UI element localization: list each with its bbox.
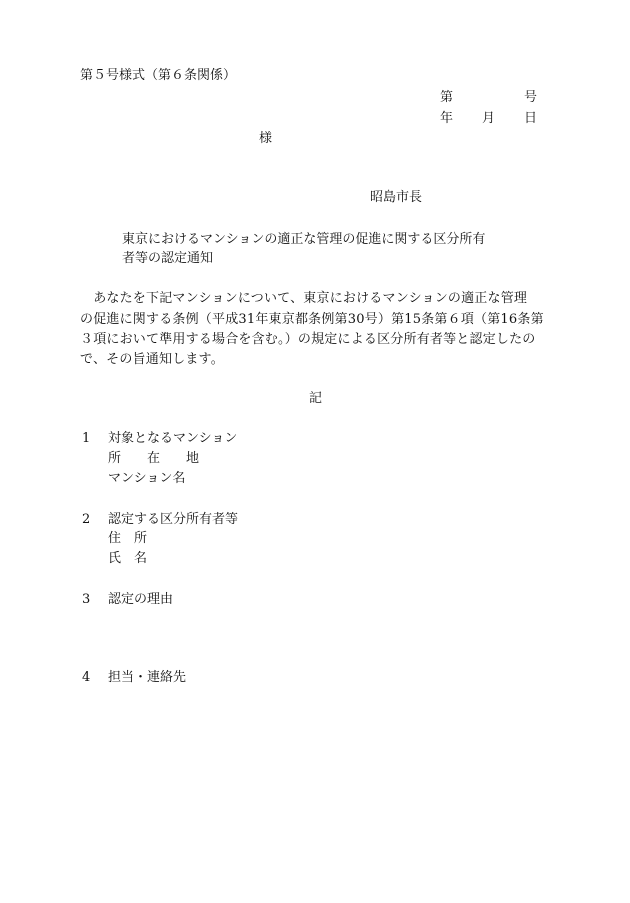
title-line-2: 者等の認定通知 (122, 251, 214, 266)
form-label: 第５号様式（第６条関係） (80, 68, 237, 83)
title-line-1: 東京におけるマンションの適正な管理の促進に関する区分所有 (122, 232, 486, 247)
item-1-sub-name: マンション名 (108, 471, 186, 486)
item-1-number: 1 (82, 431, 91, 446)
body-line-4: で、その旨通知します。 (80, 352, 224, 367)
item-2-sub-address: 住 所 (108, 531, 148, 546)
document-number-prefix: 第 (440, 90, 454, 105)
addressee-suffix: 様 (259, 131, 273, 146)
ki-heading: 記 (309, 391, 323, 406)
item-3-label: 認定の理由 (108, 592, 174, 607)
date-day: 日 (524, 111, 538, 126)
item-1-sub-location: 所 在 地 (108, 451, 200, 466)
item-2-sub-name: 氏 名 (108, 551, 148, 566)
item-2-number: 2 (82, 512, 91, 527)
item-2-label: 認定する区分所有者等 (108, 512, 239, 527)
item-1-label: 対象となるマンション (108, 431, 238, 446)
date-year: 年 (440, 111, 454, 126)
issuer: 昭島市長 (370, 190, 423, 205)
document-number-suffix: 号 (524, 90, 538, 105)
item-3-number: 3 (82, 592, 91, 607)
date-month: 月 (482, 111, 496, 126)
item-4-number: 4 (82, 670, 91, 685)
item-4-label: 担当・連絡先 (108, 670, 187, 685)
body-line-1: あなたを下記マンションについて、東京におけるマンションの適正な管理 (80, 291, 528, 306)
body-line-3: ３項において準用する場合を含む。）の規定による区分所有者等と認定したの (80, 332, 536, 347)
body-line-2: の促進に関する条例（平成31年東京都条例第30号）第15条第６項（第16条第 (80, 312, 544, 327)
